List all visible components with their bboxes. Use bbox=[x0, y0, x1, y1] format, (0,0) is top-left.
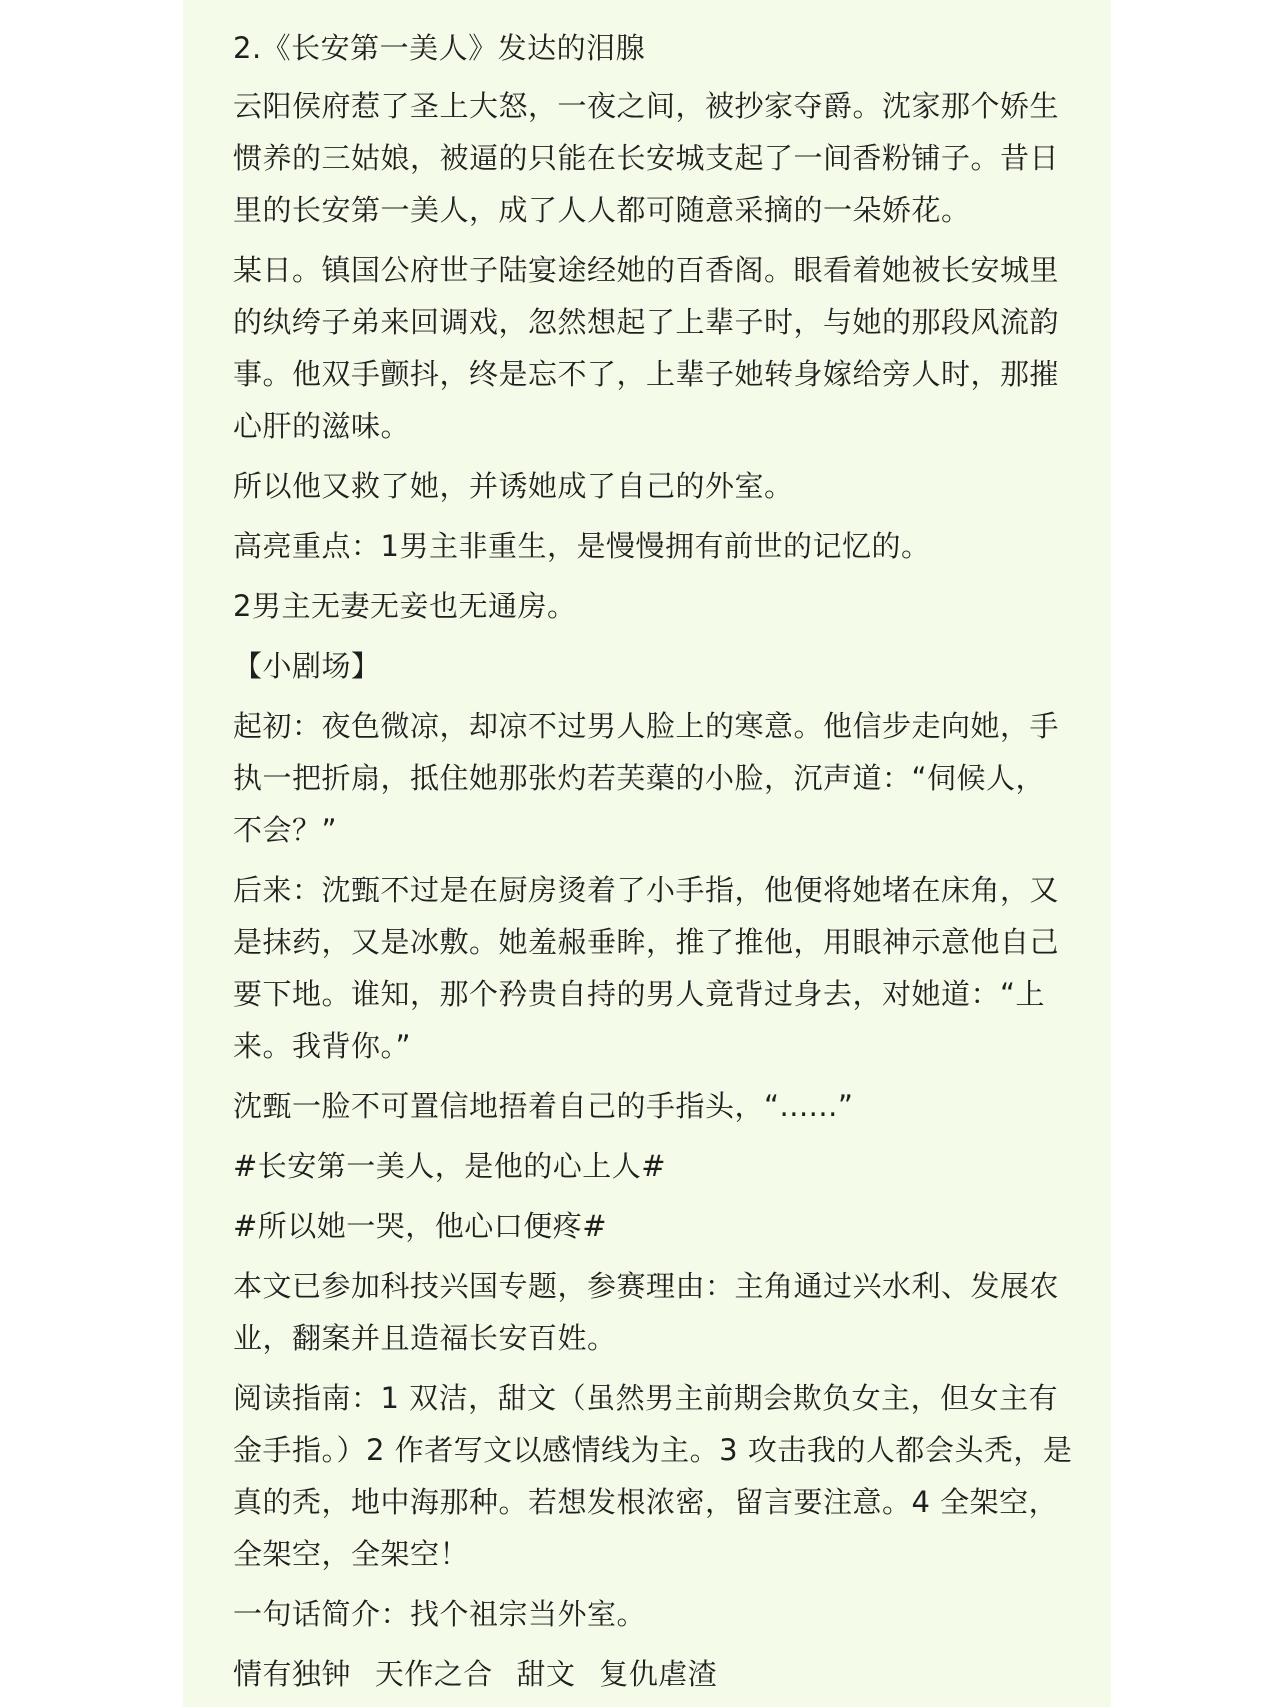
tag-item: 情有独钟 bbox=[233, 1657, 352, 1691]
tag-item: 甜文 bbox=[516, 1657, 576, 1691]
highlight-note-2: 2男主无妻无妾也无通房。 bbox=[233, 589, 577, 623]
paragraph-synopsis-3: 所以他又救了她，并诱她成了自己的外室。 bbox=[233, 469, 794, 503]
one-line-summary: 一句话简介：找个祖宗当外室。 bbox=[233, 1597, 647, 1631]
highlight-note-1: 高亮重点：1男主非重生，是慢慢拥有前世的记忆的。 bbox=[233, 529, 931, 563]
paragraph-synopsis-1: 云阳侯府惹了圣上大怒，一夜之间，被抄家夺爵。沈家那个娇生惯养的三姑娘，被逼的只能在长安城支起了一间香粉铺子。昔日里的长安第一美人，成了人人都可随意采摘的一朵娇花。 bbox=[233, 89, 1060, 227]
mini-theater-later: 后来：沈甄不过是在厨房烫着了小手指，他便将她堵在床角，又是抹药，又是冰敷。她羞赧垂眸，推了推他，用眼神示意他自己要下地。谁知，那个矜贵自持的男人竟背过身去，对她道：“上来。我背你。” bbox=[233, 873, 1060, 1063]
mini-theater-heading: 【小剧场】 bbox=[233, 649, 381, 683]
article-body bbox=[233, 22, 1073, 1708]
tag-item: 复仇虐渣 bbox=[599, 1657, 718, 1691]
document-page bbox=[183, 0, 1111, 1707]
tag-item: 天作之合 bbox=[374, 1657, 493, 1691]
mini-theater-reaction: 沈甄一脸不可置信地捂着自己的手指头，“......” bbox=[233, 1089, 854, 1123]
hashtag-2: #所以她一哭，他心口便疼# bbox=[233, 1209, 608, 1243]
hashtag-1: #长安第一美人，是他的心上人# bbox=[233, 1149, 667, 1183]
reading-guide: 阅读指南：1 双洁，甜文（虽然男主前期会欺负女主，但女主有金手指。）2 作者写文以感情线为主。3 攻击我的人都会头秃，是真的秃，地中海那种。若想发根浓密，留言要注意。4 全架空，全架空，全架空！ bbox=[233, 1381, 1073, 1571]
article-title: 2.《长安第一美人》发达的泪腺 bbox=[233, 31, 646, 65]
tag-list bbox=[233, 1648, 1073, 1700]
contest-note: 本文已参加科技兴国专题，参赛理由：主角通过兴水利、发展农业，翻案并且造福长安百姓。 bbox=[233, 1269, 1060, 1355]
mini-theater-beginning: 起初：夜色微凉，却凉不过男人脸上的寒意。他信步走向她，手执一把折扇，抵住她那张灼若芙蕖的小脸，沉声道：“伺候人，不会？” bbox=[233, 709, 1060, 847]
paragraph-synopsis-2: 某日。镇国公府世子陆宴途经她的百香阁。眼看着她被长安城里的纨绔子弟来回调戏，忽然想起了上辈子时，与她的那段风流韵事。他双手颤抖，终是忘不了，上辈子她转身嫁给旁人时，那摧心肝的滋味。 bbox=[233, 253, 1060, 443]
